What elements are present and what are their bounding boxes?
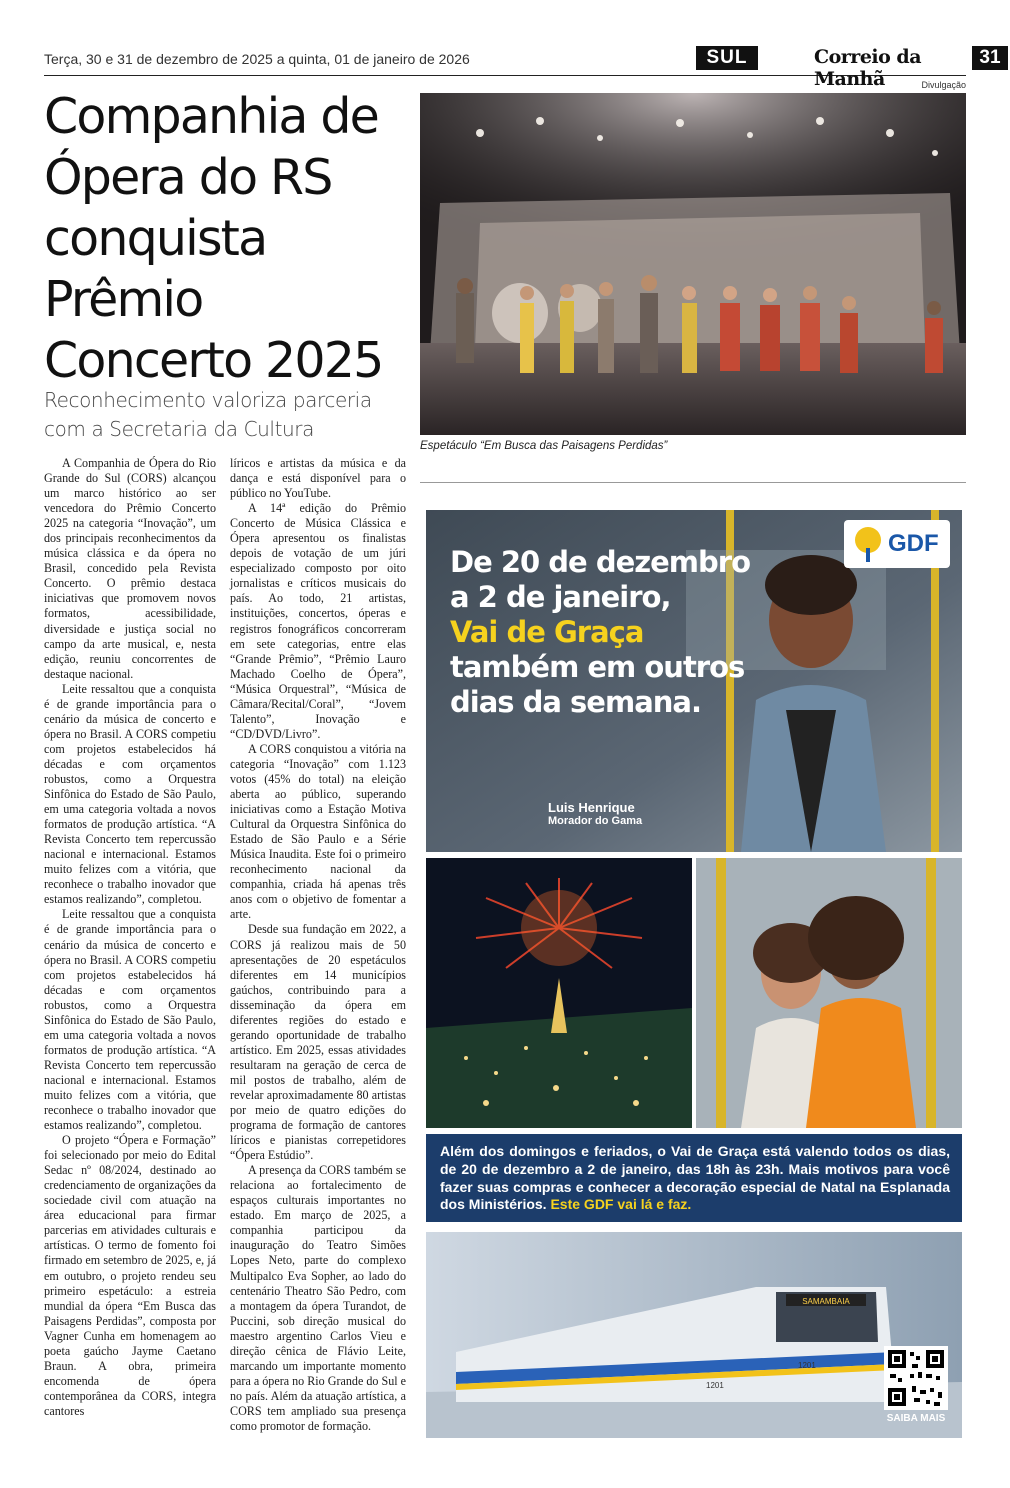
- paragraph: A presença da CORS também se relaciona ao fortalecimento de espaços culturais importantes no estado. Em março de 2025, a companhia participou da inauguração do Teatro Simões Lopes Neto, parte do complexo Multipalco Eva Sopher, ao lado do centenário Theatro São Pedro, com a montagem da ópera Turandot, de Puccini, sob direção musical do maestro argentino Carlos Vieu e direção cênica de Flávio Leite, marcando um importante momento para a ópera no Rio Grande do Sul e no país. Além da atuação artística, a CORS tem ampliado sua presença como promotor de formação.: [230, 1163, 406, 1433]
- ipe-tree-icon: [848, 524, 888, 564]
- person-role: Morador do Gama: [548, 815, 643, 827]
- ad-title-line: De 20 de dezembro: [450, 545, 750, 579]
- ad-person-caption: [548, 800, 642, 827]
- gdf-logo: [844, 520, 950, 568]
- paragraph: Leite ressaltou que a conquista é de grande importância para o cenário da música de concerto e ópera no Brasil. A CORS competiu com projetos estabelecidos há décadas e com orçamentos robustos, como a Orquestra Sinfônica do Estado de São Paulo, em uma categoria voltada a novos formatos de produção artística. “A Revista Concerto tem repercussão nacional e internacional. Estamos muito felizes com a vitória, que reconhece o trabalho inovador que estamos realizando”, completou.: [44, 681, 216, 907]
- train-number-side: 1201: [706, 1381, 724, 1390]
- photo-credit: Divulgação: [921, 80, 966, 90]
- photo-caption: Espetáculo “Em Busca das Paisagens Perdidas”: [420, 440, 668, 452]
- section-label: SUL: [696, 46, 758, 70]
- article-deck: Reconhecimento valoriza parceria com a Secretaria da Cultura: [44, 388, 372, 441]
- train-sign: SAMAMBAIA: [802, 1297, 850, 1306]
- saiba-mais-label[interactable]: SAIBA MAIS: [886, 1413, 946, 1424]
- page-number: 31: [972, 46, 1008, 70]
- metro-illustration: [426, 1232, 962, 1438]
- ad-title-line: também em outros: [450, 650, 745, 684]
- paragraph: A CORS conquistou a vitória na categoria “Inovação” com 1.123 votos (45% do total) na eleição aberta ao público, superando iniciativas como a Estação Motiva Cultural da Orquestra Sinfônica do Estado de São Paulo e a Série Música Inaudita. Este foi o primeiro reconhecimento nacional da companhia, criada há apenas três anos com o objetivo de fomentar a arte.: [230, 741, 406, 922]
- qr-code[interactable]: [884, 1346, 948, 1410]
- opera-stage-photo: [420, 93, 966, 435]
- fireworks-illustration: [426, 858, 692, 1128]
- metro-train-photo: [426, 1232, 962, 1438]
- paragraph: líricos e artistas da música e da dança e está disponível para o público no YouTube.: [230, 456, 406, 501]
- paragraph: Leite ressaltou que a conquista é de grande importância para o cenário da música de concerto e ópera no Brasil. A CORS competiu com projetos estabelecidos há décadas e com orçamentos robustos, como a Orquestra Sinfônica do Estado de São Paulo, em uma categoria voltada a novos formatos de produção artística. “A Revista Concerto tem repercussão nacional e internacional. Estamos muito felizes com a vitória, que reconhece o trabalho inovador que estamos realizando”, completou.: [44, 907, 216, 1133]
- paragraph: A 14ª edição do Prêmio Concerto de Música Clássica e Ópera apresentou os finalistas depois de votação de um júri especializado composto por oito jornalistas e críticos musicais do país. Ao todo, 21 artistas, instituições, concertos, óperas e registros fonográficos concorreram em sete categorias, entre elas “Grande Prêmio”, “Prêmio Lauro Machado Coelho de Ópera”, “Música Orquestral”, “Música de Câmara/Recital/Coral”, “Jovem Talento”, Inovação e “CD/DVD/Livro”.: [230, 501, 406, 741]
- women-illustration: [696, 858, 962, 1128]
- gdf-logo-text: GDF: [888, 530, 939, 557]
- person-name: Luis Henrique: [548, 800, 635, 815]
- article-headline: Companhia de Ópera do RS conquista Prêmio Concerto 2025: [44, 88, 383, 389]
- ad-title-line: dias da semana.: [450, 685, 701, 719]
- qr-code-icon: [884, 1346, 948, 1410]
- paragraph: O projeto “Ópera e Formação” foi selecionado por meio do Edital Sedac nº 08/2024, destinado ao credenciamento de organizações da sociedade civil com atuação na área educacional para firmar parcerias em atividades culturais e artísticas. O termo de fomento foi firmado em setembro de 2025, e, já em outubro, o projeto rendeu seu primeiro espetáculo: a estreia mundial da ópera “Em Busca das Paisagens Perdidas”, composta por Vagner Cunha em homenagem ao poeta gaúcho Jayme Caetano Braun. A obra, primeira encomenda de ópera contemporânea da CORS, integra cantores: [44, 1133, 216, 1418]
- newspaper-masthead: Correio da Manhã: [814, 46, 922, 90]
- divider: [420, 482, 966, 483]
- ad-title: [450, 545, 780, 720]
- article-column-2: [230, 456, 406, 1434]
- paragraph: Desde sua fundação em 2022, a CORS já realizou mais de 50 apresentações de 20 espetáculos diferentes em 14 municípios gaúchos, contribuindo para a disseminação da ópera em diferentes regiões do estado e gerando oportunidade de trabalho artístico. Em 2025, essas atividades resultaram na geração de cerca de mil postos de trabalho, além de revelar aproximadamente 80 artistas por meio de quatro edições do programa de formação de cantores líricos e pianistas correpetidores “Ópera Estúdio”.: [230, 922, 406, 1163]
- paragraph: A Companhia de Ópera do Rio Grande do Sul (CORS) alcançou um marco histórico ao ser vencedora do Prêmio Concerto 2025 na categoria “Inovação”, um dos principais reconhecimentos da música clássica e da ópera no Brasil, concedido pela Revista Concerto. O prêmio destaca iniciativas que promovem novos formatos, acessibilidade, diversidade e justiça social no campo da arte musical, e, nesta edição, reuniu concorrentes de destaque nacional.: [44, 456, 216, 681]
- article-column-1: [44, 456, 216, 1419]
- ad-info-text: Além dos domingos e feriados, o Vai de Graça está valendo todos os dias, de 20 de dezembro a 2 de janeiro, das 18h às 23h. Mais motivos para você fazer suas compras e conhecer a decoração especial de Natal na Esplanada dos Ministérios.: [440, 1143, 950, 1213]
- stage-illustration: [420, 93, 966, 435]
- ad-slogan: Este GDF vai lá e faz.: [550, 1196, 692, 1213]
- fireworks-photo: [426, 858, 692, 1128]
- train-number: 1201: [798, 1361, 816, 1370]
- edition-date: Terça, 30 e 31 de dezembro de 2025 a quinta, 01 de janeiro de 2026: [44, 51, 470, 67]
- ad-info-band: [426, 1134, 962, 1222]
- ad-title-line: a 2 de janeiro,: [450, 580, 671, 614]
- ad-title-highlight: Vai de Graça: [450, 615, 644, 649]
- women-phone-photo: [696, 858, 962, 1128]
